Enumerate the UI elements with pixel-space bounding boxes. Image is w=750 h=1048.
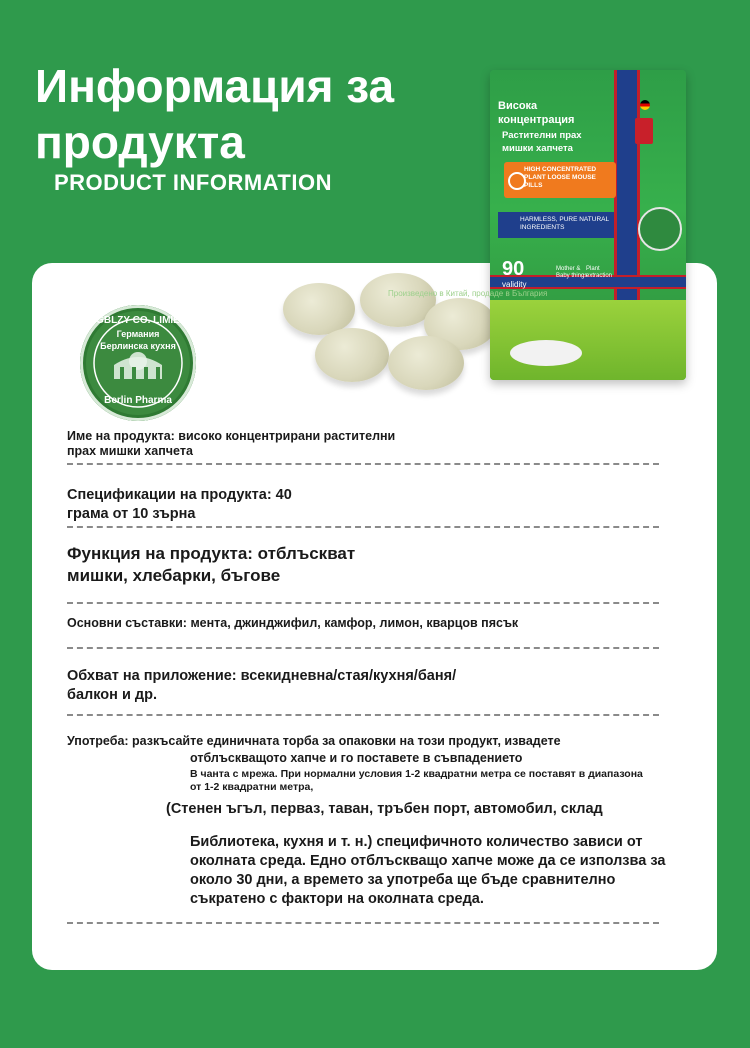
divider <box>67 714 659 716</box>
divider <box>67 602 659 604</box>
package-strip-text: HARMLESS, PURE NATURAL INGREDIENTS <box>520 216 609 231</box>
package-line2: концентрация <box>498 114 575 126</box>
german-flag-icon <box>640 100 650 110</box>
seal-kitchen-text: Берлинска кухня <box>100 341 176 351</box>
package-line3: Растителни прах <box>502 130 582 141</box>
rat-illustration <box>510 340 582 366</box>
tablet-image <box>388 336 464 390</box>
mother-baby-text: Mother & Baby things <box>556 266 588 279</box>
usage-small-text: В чанта с мрежа. При нормални условия 1-2 квадратни метра се поставят в диапазона от 1-2 квадратни метра, <box>190 768 643 793</box>
usage-rest-text: Библиотека, кухня и т. н.) специфичното количество зависи от околната среда. Едно отблъскващо хапче може да се използва за около 30 дни, а времето за употреба ще бъде сравнително съкратено с фактори на околната среда. <box>190 834 666 907</box>
application-scope-row: Обхват на приложение: всекидневна/стая/кухня/баня/балкон и др. <box>67 668 457 703</box>
package-overlay-text: Произведено в Китай, продаде в България <box>388 289 548 298</box>
product-package-image <box>490 70 686 380</box>
page-subtitle: PRODUCT INFORMATION <box>54 170 332 195</box>
divider <box>67 922 659 924</box>
validity-label: validity <box>502 280 527 289</box>
package-line4: мишки хапчета <box>502 143 573 154</box>
usage-row-line2: отблъскващото хапче и го поставете в съвпадението <box>190 751 523 765</box>
ingredients-row: Основни съставки: мента, джинджифил, камфор, лимон, кварцов пясък <box>67 616 519 630</box>
tablet-image <box>315 328 389 382</box>
no-mouse-icon <box>508 172 526 190</box>
divider <box>67 526 659 528</box>
package-red-tag <box>635 118 653 144</box>
product-function-row: Функция на продукта: отблъскват мишки, хлебарки, бъгове <box>67 544 356 585</box>
usage-row-line1: Употреба: разкъсайте единичната торба за опаковки на този продукт, извадете <box>67 734 561 748</box>
divider <box>67 647 659 649</box>
package-badge-text: HIGH CONCENTRATED PLANT LOOSE MOUSE PILLS <box>524 166 597 189</box>
usage-bracket-text: (Стенен ъгъл, перваз, таван, тръбен порт, автомобил, склад <box>166 801 603 817</box>
product-spec-row: Спецификации на продукта: 40 грама от 10 зърна <box>67 487 292 522</box>
plant-extraction-text: Plant extraction <box>586 266 613 279</box>
package-line1: Висока <box>498 100 538 112</box>
product-name-row: Име на продукта: високо концентрирани растителни прах мишки хапчета <box>67 429 396 458</box>
seal-bottom-text: Berlin Pharma <box>104 395 172 406</box>
package-orange-badge <box>504 162 616 198</box>
seal-top-text: DGBLZY CO. LIMIED <box>88 315 188 326</box>
validity-number: 90 <box>502 258 525 280</box>
brand-seal-logo <box>80 305 196 421</box>
package-grass-area <box>490 300 686 380</box>
tablet-image <box>283 283 355 335</box>
package-seal-icon <box>638 207 682 251</box>
divider <box>67 463 659 465</box>
package-strip <box>498 212 614 238</box>
seal-country-text: Германия <box>116 329 160 339</box>
page-title: Информация за продукта <box>35 60 395 168</box>
